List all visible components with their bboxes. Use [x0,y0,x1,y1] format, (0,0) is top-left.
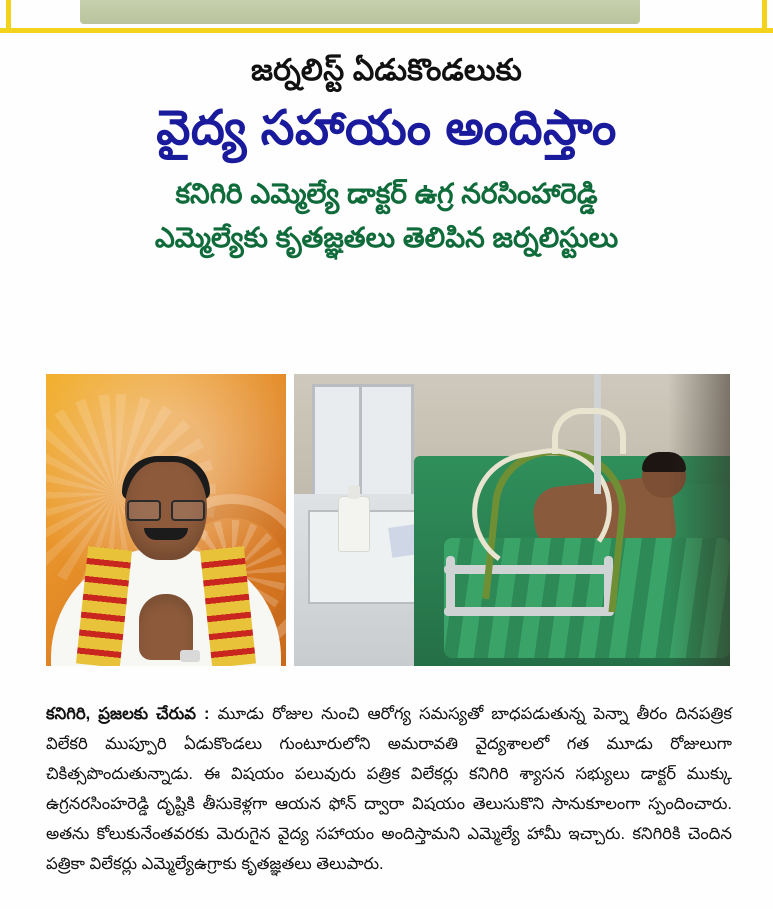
page-title: వైద్య సహాయం అందిస్తాం [156,101,617,155]
bed-rail-post-left [446,556,455,616]
article-body [46,699,732,879]
subheadline-line-2: ఎమ్మెల్యేకు కృతజ్ఞతలు తెలిపిన జర్నలిస్టులు [154,222,619,254]
article-text: మూడు రోజుల నుంచి ఆరోగ్య సమస్యతో బాధపడుతున్న పెన్నా తీరం దినపత్రిక విలేకరి ముప్పూరి ఏడుకొండలు గుంటూరులోని అమరావతి వైద్యశాలలో గత మూడు రోజులుగా చికిత్సపొందుతున్నాడు. ఈ విషయం పలువురు పత్రిక విలేకర్లు కనిగిరి శ్యాసన సభ్యులు డాక్టర్ ముక్కు ఉగ్రనరసింహరెడ్డి దృష్టికి తీసుకెళ్లగా ఆయన ఫోన్ ద్వారా విషయం తెలుసుకొని సానుకూలంగా స్పందించారు. అతను కోలుకునేంతవరకు మెరుగైన వైద్య సహాయం అందిస్తామని ఎమ్మెల్యే హామీ ఇచ్చారు. కనిగిరికి చెందిన పత్రికా విలేకర్లు ఎమ్మెల్యేఉగ్రాకు కృతజ్ఞతలు తెలుపారు. [46,704,732,873]
traction-hook [552,408,626,454]
photo-mla-portrait [46,374,286,666]
photo-patient-hospital [294,374,730,666]
top-advert-strip [0,0,773,30]
politician-figure [46,416,286,666]
advert-background [80,0,640,24]
article-dateline: కనిగిరి, ప్రజలకు చేరువ : [46,704,210,723]
subheadline-line-1: కనిగిరి ఎమ్మెల్యే డాక్టర్ ఉగ్ర నరసింహారెడ్డి [175,177,598,209]
glasses-icon [127,500,205,518]
photo-shadow-edge [668,374,730,666]
sanitizer-bottle [338,496,370,552]
hospital-window [312,384,414,510]
headline-block [0,52,773,259]
photo-row [46,374,730,666]
figure-moustache [144,528,188,540]
border-bottom-rule [0,28,773,33]
subheadline-block [0,174,773,259]
kicker-line: జర్నలిస్ట్ ఏడుకొండలుకు [251,54,522,87]
wristwatch-icon [180,650,200,662]
